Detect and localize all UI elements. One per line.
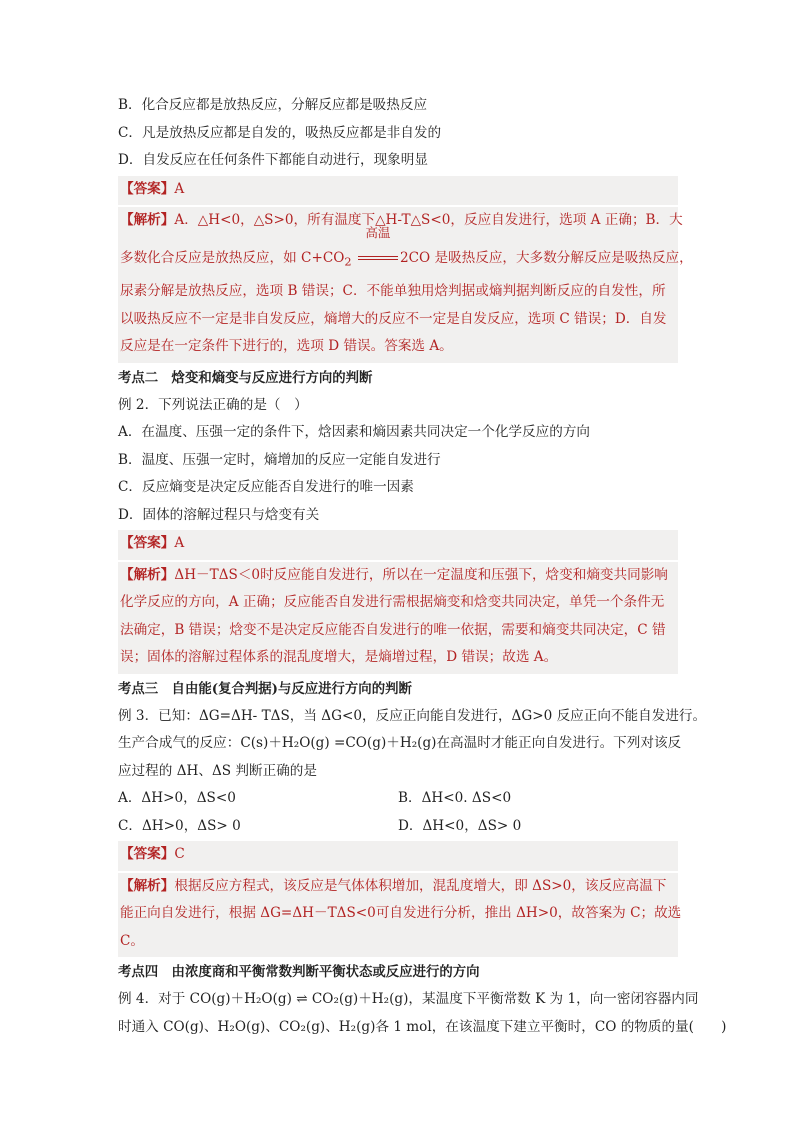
analysis-tag: 【解析】 [120, 566, 175, 583]
analysis-tag: 【解析】 [120, 877, 175, 894]
q1-answer [120, 176, 676, 204]
q3-analysis-box [118, 873, 682, 958]
q3-option-b: B．ΔH<0. ΔS<0 [398, 790, 512, 807]
q1-analysis-line-1: 【解析】A．△H<0，△S>0，所有温度下△H-T△S<0，反应自发进行，选项 A 正确；B．大 [120, 212, 683, 228]
q1-analysis-line-3: 尿素分解是放热反应，选项 B 错误；C．不能单独用焓判据或熵判据判断反应的自发性，所 [120, 283, 666, 300]
q3-answer [120, 841, 676, 869]
q2-question: 例 2．下列说法正确的是（ ） [118, 396, 308, 413]
q3-options-row-1 [118, 785, 678, 813]
answer-tag: 【答案】 [120, 846, 175, 863]
q1-option-b: B．化合反应都是放热反应，分解反应都是吸热反应 [118, 97, 428, 113]
q4-question-line-2: 时通入 CO(g)、H₂O(g)、CO₂(g)、H₂(g)各 1 mol，在该温度下建立平衡时，CO 的物质的量( ) [118, 1018, 727, 1035]
q1-analysis-line-4: 以吸热反应不一定是非自发反应，熵增大的反应不一定是自发反应，选项 C 错误；D．自发 [120, 310, 667, 327]
q1-answer-box [118, 176, 678, 206]
q3-option-a: A．ΔH>0，ΔS<0 [118, 790, 236, 807]
q1-analysis-box [118, 207, 693, 363]
answer-tag: 【答案】 [120, 535, 175, 552]
q1-analysis-line-5: 反应是在一定条件下进行的，选项 D 错误。答案选 A。 [120, 338, 453, 355]
q2-analysis-line-3: 法确定，B 错误；焓变不是决定反应能否自发进行的唯一依据，需要和熵变共同决定，C 错 [120, 621, 666, 638]
document-body [118, 92, 727, 1041]
answer-value: A [174, 180, 185, 197]
answer-value: A [174, 535, 185, 552]
q1-option-d: D．自发反应在任何条件下都能自动进行，现象明显 [118, 152, 428, 168]
q2-option-a: A．在温度、压强一定的条件下，焓因素和熵因素共同决定一个化学反应的方向 [118, 424, 591, 441]
reaction-condition-arrow: 高温 [358, 241, 398, 275]
q3-options-row-2 [118, 813, 678, 841]
q3-question-line-2: 生产合成气的反应：C(s)＋H₂O(g) =CO(g)＋H₂(g)在高温时才能正向自发进行。下列对该反 [118, 735, 682, 752]
answer-value: C [174, 846, 185, 863]
q3-question-line-3: 应过程的 ΔH、ΔS 判断正确的是 [118, 762, 317, 779]
q3-option-d: D．ΔH<0，ΔS> 0 [398, 817, 522, 834]
q3-question-line-1: 例 3．已知：ΔG=ΔH- TΔS，当 ΔG<0，反应正向能自发进行，ΔG>0 反应正向不能自发进行。 [118, 707, 707, 724]
q3-option-c: C．ΔH>0，ΔS> 0 [118, 817, 241, 834]
q3-answer-box [118, 841, 678, 871]
section-3-heading: 考点三 自由能(复合判据)与反应进行方向的判断 [118, 680, 412, 697]
answer-tag: 【答案】 [120, 180, 175, 197]
q2-analysis-line-1: 【解析】ΔH－TΔS＜0时反应能自发进行，所以在一定温度和压强下，焓变和熵变共同影响 [120, 566, 668, 583]
q3-analysis-line-2: 能正向自发进行，根据 ΔG=ΔH－TΔS<0可自发进行分析，推出 ΔH>0，故答案为 C；故选 [120, 905, 682, 922]
q2-answer [120, 530, 676, 558]
q2-option-b: B．温度、压强一定时，熵增加的反应一定能自发进行 [118, 451, 441, 468]
q1-analysis-line-2: 多数化合反应是放热反应，如 $C+CO_2$ 高温 2CO 是吸热反应，大多数分解反应是吸热反应， [120, 235, 676, 279]
q3-analysis-line-3: C。 [120, 932, 144, 949]
q2-answer-box [118, 530, 678, 560]
q2-option-c: C．反应熵变是决定反应能否自发进行的唯一因素 [118, 479, 414, 496]
q2-analysis-line-4: 误；固体的溶解过程体系的混乱度增大，是熵增过程，D 错误；故选 A。 [120, 649, 558, 666]
q3-analysis-line-1: 【解析】根据反应方程式，该反应是气体体积增加，混乱度增大，即 ΔS>0，该反应高温下 [120, 877, 667, 894]
analysis-tag: 【解析】 [120, 212, 175, 228]
q2-analysis-box [118, 562, 678, 674]
q2-option-d: D．固体的溶解过程只与焓变有关 [118, 506, 320, 523]
q1-option-c: C．凡是放热反应都是自发的，吸热反应都是非自发的 [118, 124, 442, 141]
section-4-heading: 考点四 由浓度商和平衡常数判断平衡状态或反应进行的方向 [118, 964, 480, 981]
q2-analysis-line-2: 化学反应的方向，A 正确；反应能否自发进行需根据熵变和焓变共同决定，单凭一个条件无 [120, 594, 665, 611]
section-2-heading: 考点二 焓变和熵变与反应进行方向的判断 [118, 369, 373, 386]
q4-question-line-1: 例 4．对于 CO(g)＋H₂O(g) ⇌ CO₂(g)＋H₂(g)，某温度下平衡常数 K 为 1，向一密闭容器内同 [118, 991, 699, 1008]
